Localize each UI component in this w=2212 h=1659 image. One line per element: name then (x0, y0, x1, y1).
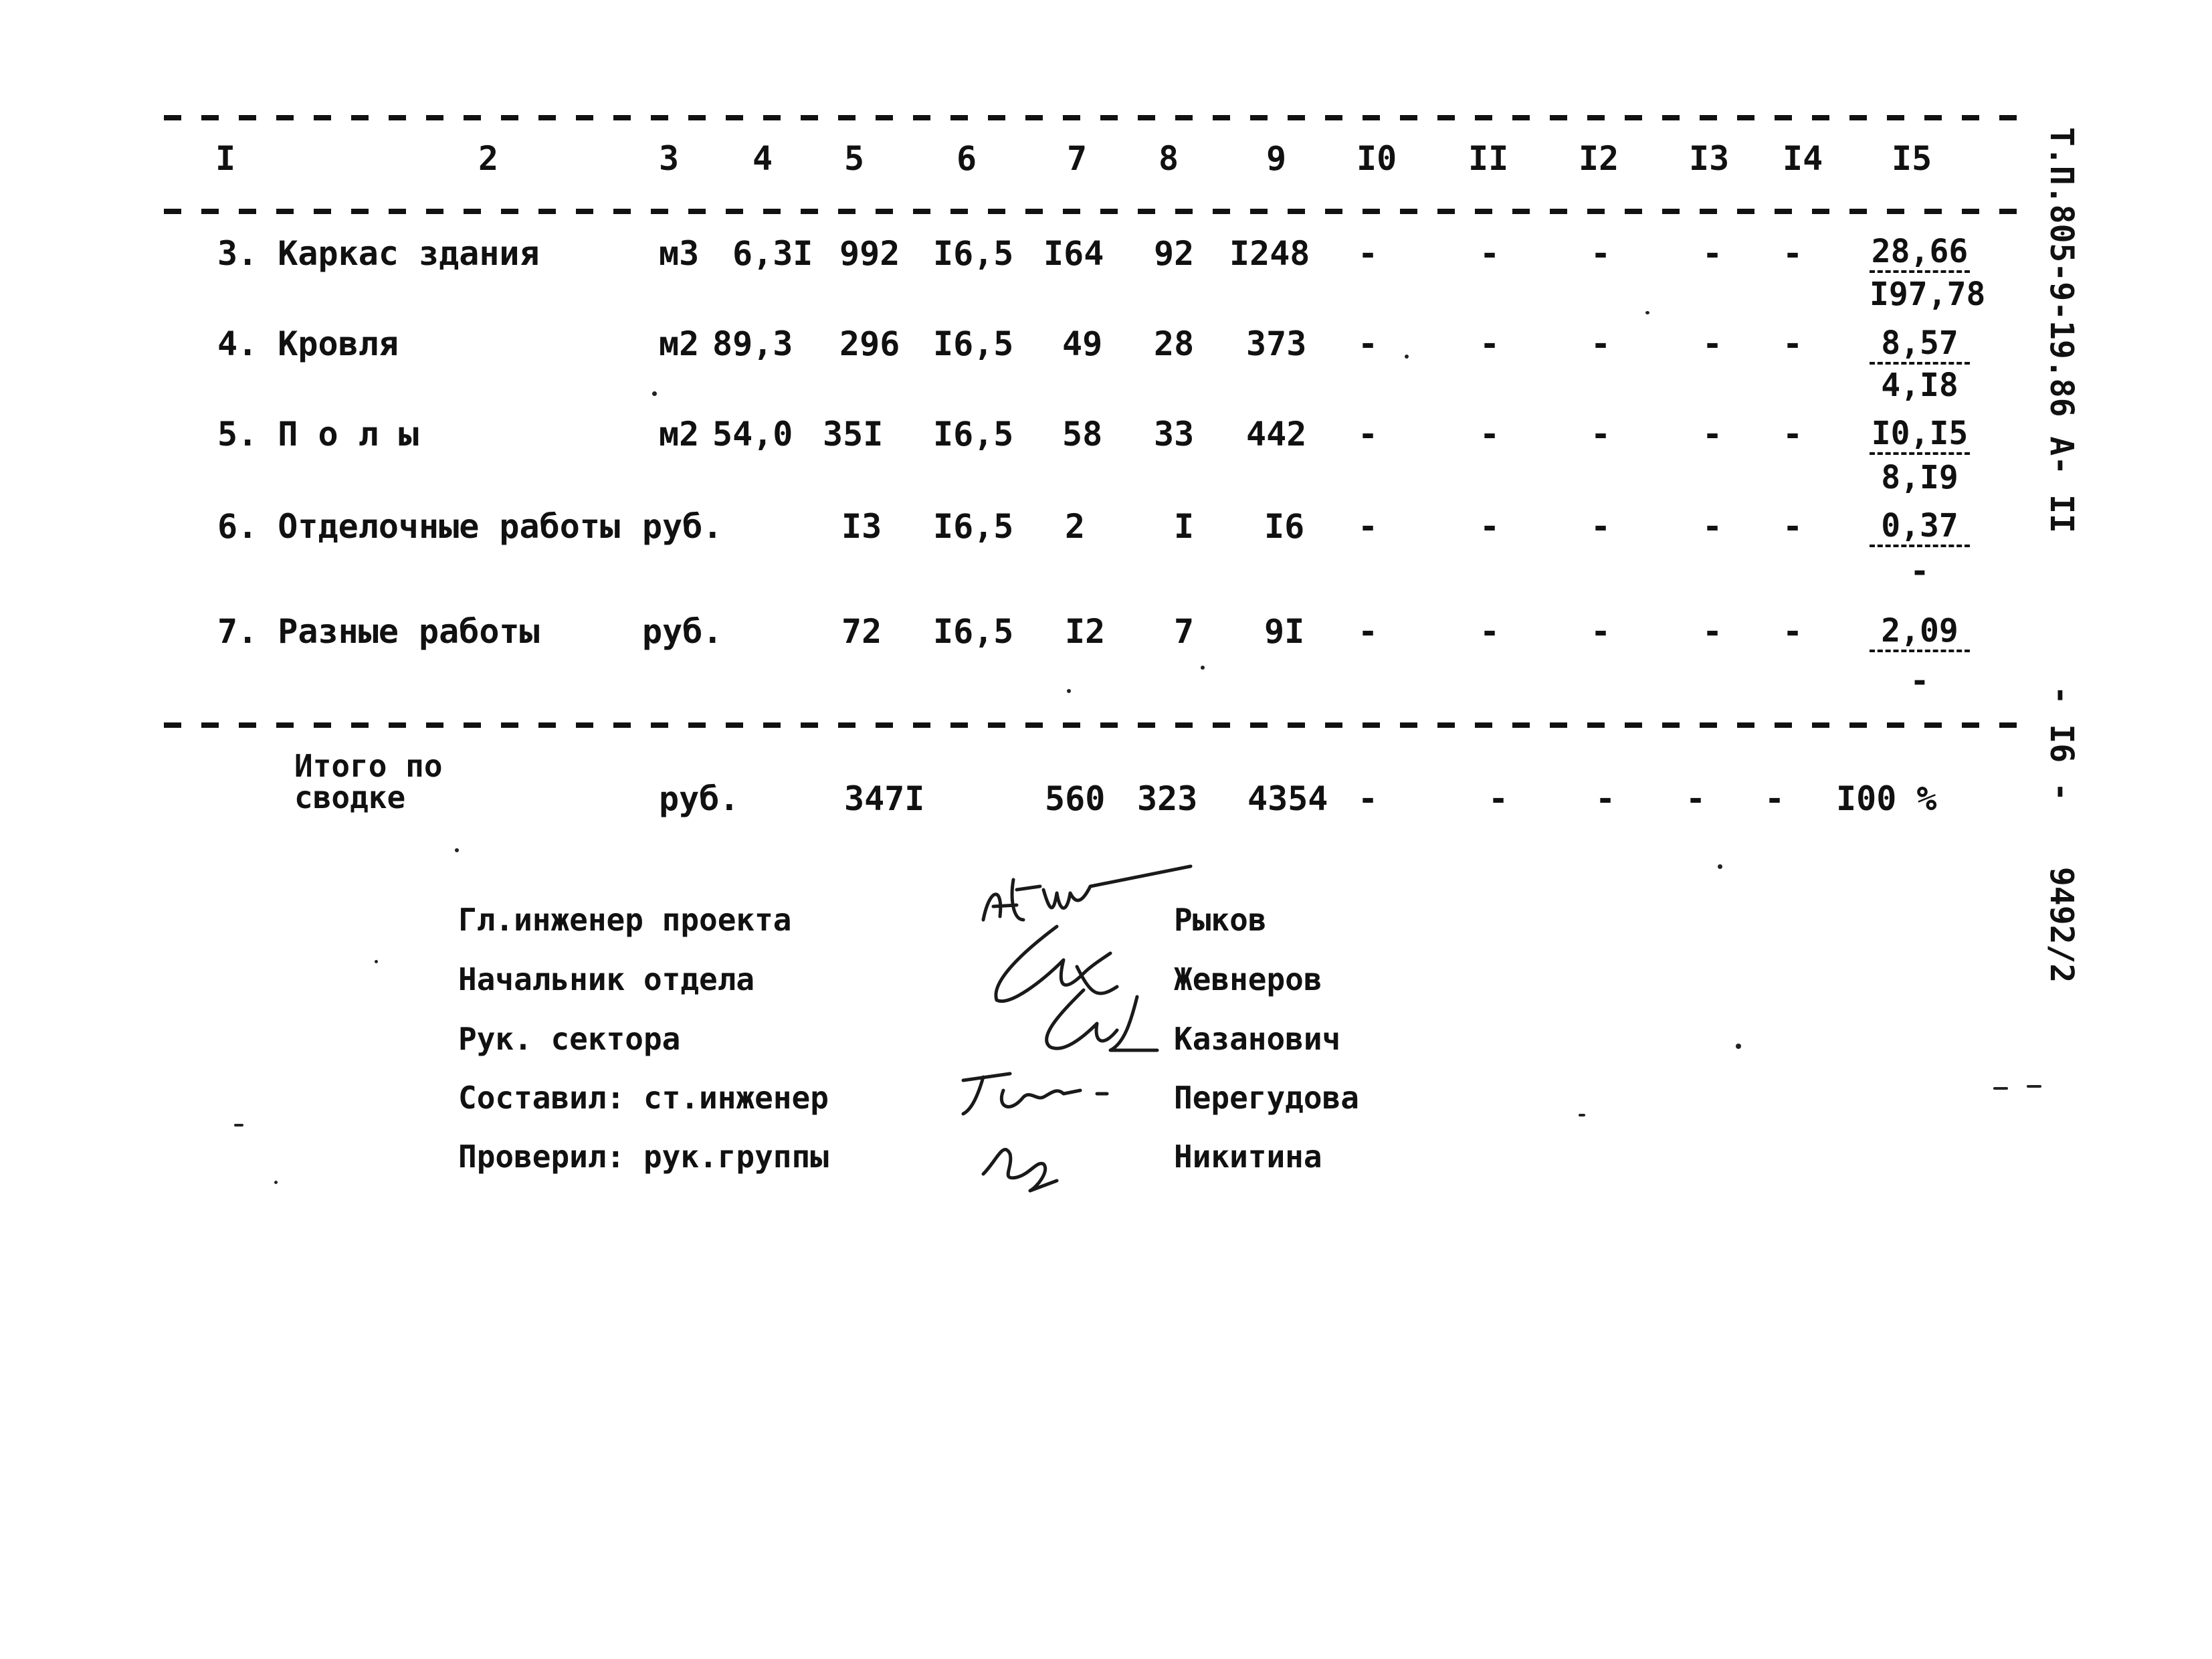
scan-speck (1736, 1044, 1741, 1049)
row-col12: - (1591, 612, 1611, 651)
scan-speck (1579, 1114, 1585, 1116)
row-col9: 9I (1264, 612, 1305, 651)
row-col8: 92 (1154, 234, 1195, 273)
row-col14: - (1783, 415, 1803, 454)
signature-name: Рыков (1174, 902, 1267, 938)
row-col9: I248 (1229, 234, 1310, 273)
totals-unit: руб. (659, 779, 740, 818)
row-col15-top: 8,57 (1870, 324, 1970, 365)
row-col11: - (1480, 507, 1500, 546)
signature-role: Составил: ст.инженер (458, 1080, 829, 1116)
column-header-11: II (1468, 139, 1509, 178)
row-col12: - (1591, 324, 1611, 363)
row-col6: I6,5 (933, 234, 1014, 273)
row-col10: - (1358, 324, 1379, 363)
doc-number: 9492/2 (2043, 866, 2080, 983)
row-col14: - (1783, 507, 1803, 546)
scan-speck (1067, 689, 1071, 693)
totals-col12: - (1595, 779, 1616, 818)
row-name: 7. Разные работы (217, 612, 540, 651)
scan-speck (234, 1124, 243, 1127)
column-header-15: I5 (1892, 139, 1932, 178)
scan-speck (1201, 666, 1205, 670)
handwritten-signature (977, 1134, 1084, 1194)
row-col6: I6,5 (933, 415, 1014, 454)
handwritten-signature (957, 1060, 1130, 1127)
signature-name: Никитина (1174, 1139, 1322, 1175)
row-col5: 296 (839, 324, 900, 363)
scan-speck (1405, 355, 1409, 359)
signature-name: Перегудова (1174, 1080, 1359, 1116)
row-col6: I6,5 (933, 324, 1014, 363)
row-col4: 54,0 (712, 415, 793, 454)
row-col7: 2 (1065, 507, 1086, 546)
row-col15-top: I0,I5 (1870, 415, 1970, 455)
scan-speck (375, 960, 378, 963)
table-top-rule (164, 115, 2023, 120)
scan-speck (274, 1181, 278, 1184)
row-col8: 33 (1154, 415, 1195, 454)
row-col12: - (1591, 415, 1611, 454)
row-col4: 6,3I (732, 234, 813, 273)
row-col15-bottom: 8,I9 (1881, 459, 1958, 496)
row-col15-top: 0,37 (1870, 507, 1970, 547)
scan-speck (652, 391, 657, 396)
row-unit: м2 (659, 415, 700, 454)
row-col15-bottom: I97,78 (1870, 276, 1986, 313)
totals-col10: - (1358, 779, 1379, 818)
totals-col7: 560 (1045, 779, 1106, 818)
row-col15-bottom: 4,I8 (1881, 367, 1958, 404)
row-name: 4. Кровля (217, 324, 399, 363)
column-header-5: 5 (844, 139, 865, 178)
row-col14: - (1783, 612, 1803, 651)
row-col5: I3 (841, 507, 882, 546)
totals-top-rule (164, 722, 2023, 728)
row-unit: руб. (642, 507, 723, 546)
row-col7: I2 (1065, 612, 1106, 651)
column-header-9: 9 (1266, 139, 1287, 178)
scan-speck (1993, 1087, 2008, 1090)
margin-document-code (2043, 127, 2080, 983)
row-col13: - (1702, 507, 1723, 546)
totals-col8: 323 (1137, 779, 1198, 818)
row-col6: I6,5 (933, 507, 1014, 546)
row-col13: - (1702, 415, 1723, 454)
row-col7: I64 (1043, 234, 1104, 273)
row-col10: - (1358, 507, 1379, 546)
column-header-7: 7 (1067, 139, 1088, 178)
row-col12: - (1591, 507, 1611, 546)
row-col13: - (1702, 234, 1723, 273)
row-name: 3. Каркас здания (217, 234, 540, 273)
row-col15-bottom: - (1910, 553, 1930, 590)
row-col8: 7 (1174, 612, 1195, 651)
row-col11: - (1480, 612, 1500, 651)
signature-role: Рук. сектора (458, 1021, 681, 1057)
column-header-4: 4 (752, 139, 773, 178)
row-col15-top: 2,09 (1870, 612, 1970, 652)
row-col15-bottom: - (1910, 662, 1930, 700)
totals-col13: - (1686, 779, 1706, 818)
column-header-8: 8 (1159, 139, 1179, 178)
row-col11: - (1480, 324, 1500, 363)
row-col5: 992 (839, 234, 900, 273)
column-header-10: I0 (1356, 139, 1397, 178)
row-col11: - (1480, 234, 1500, 273)
totals-col5: 347I (844, 779, 925, 818)
row-col11: - (1480, 415, 1500, 454)
row-col4: 89,3 (712, 324, 793, 363)
row-col14: - (1783, 234, 1803, 273)
handwritten-signature (1023, 983, 1171, 1064)
row-col7: 49 (1062, 324, 1103, 363)
row-col8: I (1174, 507, 1195, 546)
column-header-12: I2 (1579, 139, 1619, 178)
header-bottom-rule (164, 209, 2023, 214)
row-col9: 373 (1246, 324, 1307, 363)
column-header-6: 6 (957, 139, 977, 178)
row-unit: руб. (642, 612, 723, 651)
row-col15-top: 28,66 (1870, 233, 1970, 273)
column-header-13: I3 (1689, 139, 1730, 178)
row-col8: 28 (1154, 324, 1195, 363)
totals-col14: - (1765, 779, 1785, 818)
row-col13: - (1702, 324, 1723, 363)
column-header-2: 2 (478, 139, 499, 178)
scan-speck (2027, 1085, 2041, 1088)
row-col14: - (1783, 324, 1803, 363)
signature-role: Проверил: рук.группы (458, 1139, 829, 1175)
margin-code: Т.П.805-9-19.86 А- II (2043, 127, 2080, 533)
scan-speck (455, 848, 459, 852)
signature-name: Жевнеров (1174, 961, 1322, 997)
page-number: - I6 - (2043, 685, 2080, 802)
signature-name: Казанович (1174, 1021, 1341, 1057)
row-col9: 442 (1246, 415, 1307, 454)
row-col10: - (1358, 612, 1379, 651)
row-col10: - (1358, 234, 1379, 273)
row-col12: - (1591, 234, 1611, 273)
totals-col9: 4354 (1247, 779, 1328, 818)
row-name: 6. Отделочные работы (217, 507, 621, 546)
row-col10: - (1358, 415, 1379, 454)
row-unit: м2 (659, 324, 700, 363)
column-header-3: 3 (659, 139, 680, 178)
row-col7: 58 (1062, 415, 1103, 454)
signature-role: Начальник отдела (458, 961, 755, 997)
column-header-1: I (215, 139, 236, 178)
totals-col15: I00 % (1836, 779, 1937, 818)
row-unit: м3 (659, 234, 700, 273)
column-header-14: I4 (1783, 139, 1823, 178)
scan-speck (1645, 311, 1649, 314)
row-col9: I6 (1264, 507, 1305, 546)
totals-label-line1: Итого по (294, 748, 443, 784)
row-col5: 35I (823, 415, 884, 454)
signature-role: Гл.инженер проекта (458, 902, 792, 938)
row-name: 5. П о л ы (217, 415, 419, 454)
scan-speck (1718, 864, 1722, 869)
row-col13: - (1702, 612, 1723, 651)
totals-label-line2: сводке (294, 779, 406, 815)
totals-col11: - (1488, 779, 1509, 818)
row-col6: I6,5 (933, 612, 1014, 651)
row-col5: 72 (841, 612, 882, 651)
